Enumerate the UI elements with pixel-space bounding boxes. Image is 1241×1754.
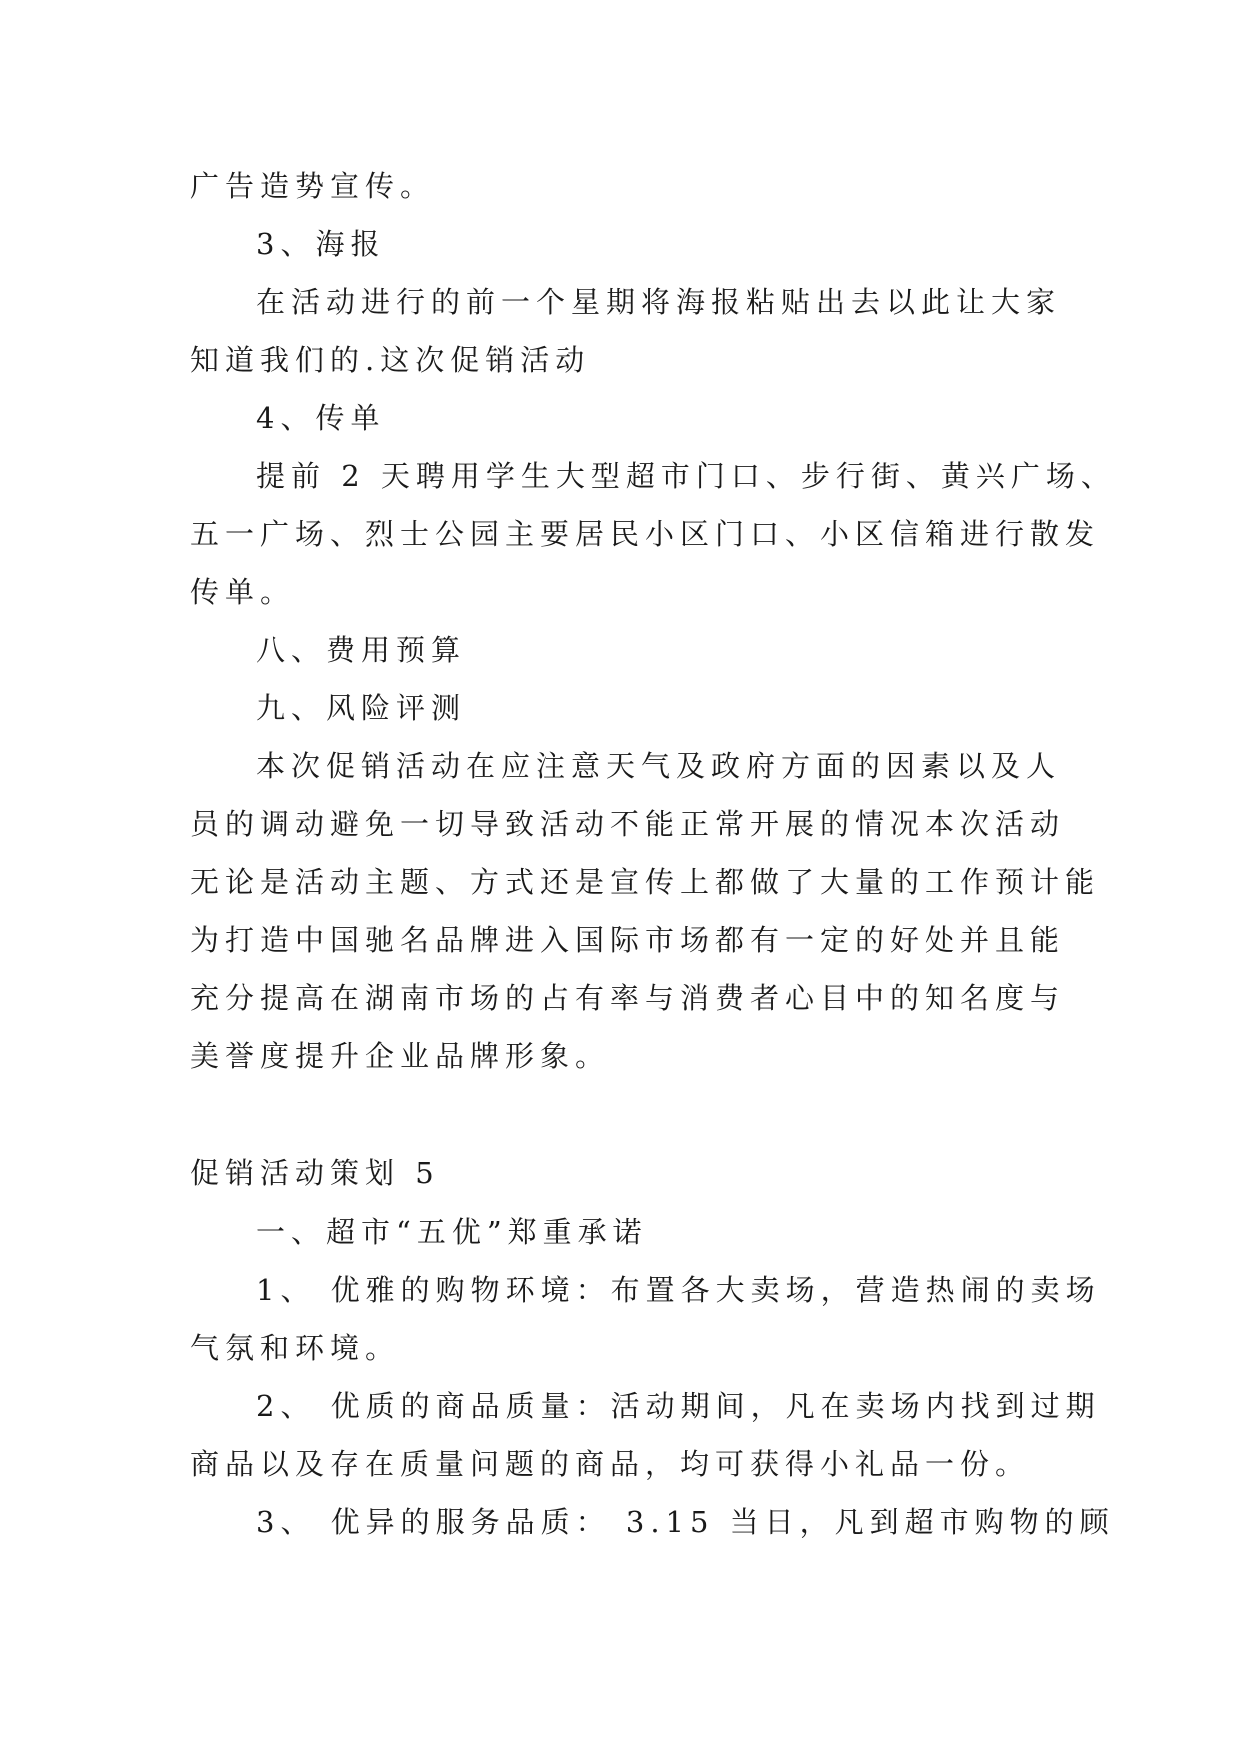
text-line-7: 五一广场、烈士公园主要居民小区门口、小区信箱进行散发 xyxy=(190,517,1101,551)
text-line-19: 1、 优雅的购物环境：布置各大卖场，营造热闹的卖场 xyxy=(256,1273,1101,1307)
text-line-5: 4、传单 xyxy=(256,401,386,435)
text-line-23: 3、 优异的服务品质： 3.15 当日，凡到超市购物的顾 xyxy=(256,1505,1115,1539)
text-line-11: 本次促销活动在应注意天气及政府方面的因素以及人 xyxy=(256,749,1062,783)
text-line-2: 3、海报 xyxy=(256,227,386,261)
text-line-20: 气氛和环境。 xyxy=(190,1331,401,1365)
text-line-12: 员的调动避免一切导致活动不能正常开展的情况本次活动 xyxy=(190,807,1066,841)
text-line-21: 2、 优质的商品质量：活动期间，凡在卖场内找到过期 xyxy=(256,1389,1101,1423)
text-line-13: 无论是活动主题、方式还是宣传上都做了大量的工作预计能 xyxy=(190,865,1101,899)
section-heading: 促销活动策划 5 xyxy=(190,1156,440,1190)
text-line-18: 一、超市“五优”郑重承诺 xyxy=(256,1215,648,1249)
text-line-8: 传单。 xyxy=(190,575,296,609)
text-line-10: 九、风险评测 xyxy=(256,691,467,725)
text-line-15: 充分提高在湖南市场的占有率与消费者心目中的知名度与 xyxy=(190,981,1066,1015)
text-line-14: 为打造中国驰名品牌进入国际市场都有一定的好处并且能 xyxy=(190,923,1066,957)
text-line-1: 广告造势宣传。 xyxy=(190,169,436,203)
text-line-4: 知道我们的.这次促销活动 xyxy=(190,343,591,377)
text-line-22: 商品以及存在质量问题的商品，均可获得小礼品一份。 xyxy=(190,1447,1031,1481)
text-line-3: 在活动进行的前一个星期将海报粘贴出去以此让大家 xyxy=(256,285,1062,319)
text-line-6: 提前 2 天聘用学生大型超市门口、步行街、黄兴广场、 xyxy=(256,459,1116,493)
text-line-16: 美誉度提升企业品牌形象。 xyxy=(190,1039,611,1073)
text-line-9: 八、费用预算 xyxy=(256,633,467,667)
